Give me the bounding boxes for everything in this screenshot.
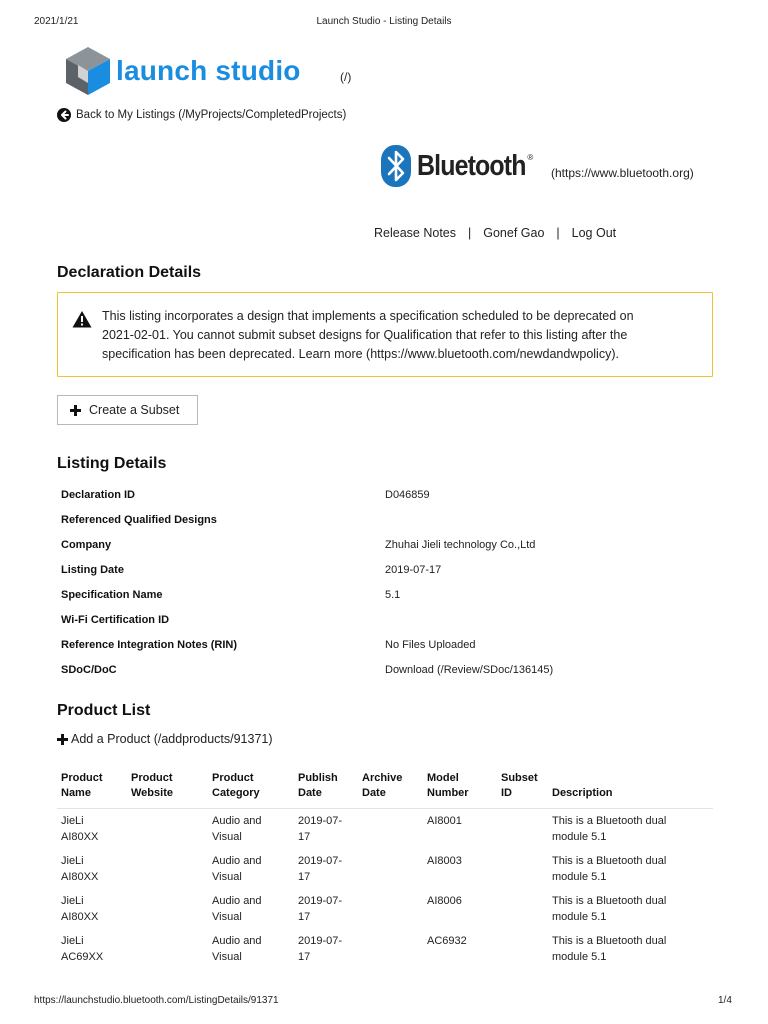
listing-row: [61, 514, 711, 539]
cell-product-category: Audio and Visual: [212, 855, 262, 883]
cell-product-category: Audio and Visual: [212, 815, 262, 843]
cell-description: This is a Bluetooth dual module 5.1: [552, 895, 667, 923]
cell-model-number: AI8006: [427, 895, 462, 907]
col-header-subset-id: Subset ID: [501, 772, 538, 799]
listing-value: 5.1: [385, 589, 401, 601]
create-subset-label: Create a Subset: [89, 403, 180, 417]
back-to-listings-link[interactable]: [57, 108, 346, 122]
col-header-product-name: Product Name: [61, 772, 103, 799]
add-product-label: Add a Product (/addproducts/91371): [71, 732, 273, 746]
listing-row: [61, 539, 711, 564]
cell-description: This is a Bluetooth dual module 5.1: [552, 935, 667, 963]
print-title: Launch Studio - Listing Details: [316, 16, 452, 27]
bluetooth-rune-icon: [381, 145, 411, 187]
cell-publish-date: 2019-07- 17: [298, 895, 343, 923]
cell-product-name: JieLi AI80XX: [61, 855, 99, 883]
cell-publish-date: 2019-07- 17: [298, 855, 343, 883]
table-row[interactable]: [61, 813, 711, 851]
bluetooth-url[interactable]: (https://www.bluetooth.org): [551, 166, 694, 180]
listing-details-heading: Listing Details: [57, 455, 167, 472]
col-header-archive-date: Archive Date: [362, 772, 403, 799]
cell-product-name: JieLi AI80XX: [61, 815, 99, 843]
listing-value: No Files Uploaded: [385, 639, 476, 651]
col-header-model-number: Model Number: [427, 772, 469, 799]
warning-triangle-icon: [72, 310, 92, 328]
deprecation-alert: [57, 292, 713, 377]
add-product-link[interactable]: [57, 732, 273, 746]
print-date: 2021/1/21: [34, 16, 79, 27]
cell-description: This is a Bluetooth dual module 5.1: [552, 815, 667, 843]
cell-description: This is a Bluetooth dual module 5.1: [552, 855, 667, 883]
cell-model-number: AI8001: [427, 815, 462, 827]
sdoc-download-link[interactable]: Download (/Review/SDoc/136145): [385, 664, 554, 676]
listing-label: Declaration ID: [61, 489, 135, 501]
nav-separator: |: [556, 226, 560, 240]
col-header-publish-date: Publish Date: [298, 772, 338, 799]
nav-separator: |: [468, 226, 472, 240]
cell-product-category: Audio and Visual: [212, 935, 262, 963]
alert-line: specification has been deprecated. Learn more (https://www.bluetooth.com/newdandwpolicy).: [102, 347, 619, 361]
listing-label: Wi-Fi Certification ID: [61, 614, 170, 626]
table-divider: [57, 808, 713, 809]
listing-row: [61, 489, 711, 514]
bluetooth-logo[interactable]: [381, 143, 533, 189]
listing-row: [61, 589, 711, 614]
release-notes-link[interactable]: Release Notes: [374, 226, 456, 240]
product-list-heading: Product List: [57, 702, 151, 719]
cell-model-number: AC6932: [427, 935, 467, 947]
alert-line: This listing incorporates a design that implements a specification scheduled to be deprecated on: [102, 309, 634, 323]
listing-label: Referenced Qualified Designs: [61, 514, 217, 526]
listing-row: [61, 639, 711, 664]
registered-mark: ®: [527, 152, 534, 162]
listing-label: Listing Date: [61, 564, 124, 576]
listing-label: Company: [61, 539, 112, 551]
col-header-product-category: Product Category: [212, 772, 260, 799]
listing-label: SDoC/DoC: [61, 664, 117, 676]
listing-value: Zhuhai Jieli technology Co.,Ltd: [385, 539, 536, 551]
cell-product-name: JieLi AC69XX: [61, 935, 104, 963]
back-link-label: Back to My Listings (/MyProjects/CompletedProjects): [76, 109, 347, 121]
user-name-link[interactable]: Gonef Gao: [483, 226, 545, 240]
plus-icon: [70, 405, 81, 416]
print-footer-page: 1/4: [718, 995, 732, 1006]
print-footer-url: https://launchstudio.bluetooth.com/ListingDetails/91371: [34, 995, 279, 1006]
col-header-description: Description: [552, 787, 613, 799]
listing-value: D046859: [385, 489, 430, 501]
table-row[interactable]: [61, 933, 711, 971]
product-table-header: [61, 771, 711, 805]
listing-label: Reference Integration Notes (RIN): [61, 639, 238, 651]
launch-studio-cube-logo-icon: [64, 46, 112, 96]
alert-line: 2021-02-01. You cannot submit subset designs for Qualification that refer to this listing after the: [102, 328, 628, 342]
plus-icon: [57, 734, 68, 745]
cell-product-category: Audio and Visual: [212, 895, 262, 923]
listing-row: [61, 564, 711, 589]
listing-label: Specification Name: [61, 589, 163, 601]
cell-product-name: JieLi AI80XX: [61, 895, 99, 923]
create-subset-button[interactable]: [57, 395, 198, 425]
cell-publish-date: 2019-07- 17: [298, 935, 343, 963]
listing-row: [61, 614, 711, 639]
top-nav: [374, 226, 616, 240]
logout-link[interactable]: Log Out: [571, 226, 617, 240]
cell-publish-date: 2019-07- 17: [298, 815, 343, 843]
brand-home-link[interactable]: (/): [340, 70, 352, 84]
listing-row: [61, 664, 711, 689]
brand-name: launch studio: [116, 55, 301, 86]
launch-studio-logo[interactable]: [64, 44, 334, 100]
table-row[interactable]: [61, 893, 711, 931]
listing-value: 2019-07-17: [385, 564, 442, 576]
listing-details-table: [61, 489, 711, 689]
declaration-details-heading: Declaration Details: [57, 264, 202, 281]
col-header-product-website: Product Website: [131, 772, 173, 799]
circle-arrow-left-icon: [57, 108, 71, 122]
bluetooth-wordmark: Bluetooth: [417, 149, 526, 182]
table-row[interactable]: [61, 853, 711, 891]
cell-model-number: AI8003: [427, 855, 462, 867]
